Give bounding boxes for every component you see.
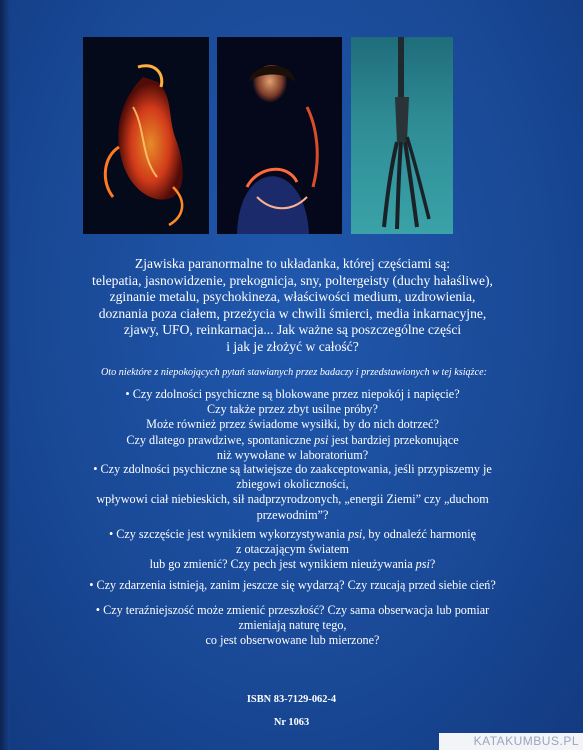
isbn-number: ISBN 83-7129-062-4 <box>246 694 337 705</box>
cover-left-edge <box>0 0 10 750</box>
intro-line: doznania poza ciałem, przeżycia w chwili śmierci, media inkarnacyjne, <box>98 305 487 321</box>
text-run: ? <box>429 557 436 572</box>
photo-person-hands <box>217 37 342 234</box>
question-line: z otaczającym światem <box>235 542 349 557</box>
question-block-2 <box>40 462 545 523</box>
psi-term: psi <box>348 527 363 541</box>
question-line: wpływowi ciał niebieskich, sił nadprzyrodzonych, „energii Ziemi” czy „duchom <box>96 492 489 507</box>
question-line: • Czy zdolności psychiczne są blokowane przez niepokój i napięcie? <box>125 387 460 401</box>
intro-line: telepatia, jasnowidzenie, prekognicja, sny, poltergeisty (duchy hałaśliwe), <box>92 272 493 288</box>
intro-line: i jak je złożyć w całość? <box>226 338 359 354</box>
text-run: , by odnaleźć harmonię <box>362 527 477 541</box>
text-run: lub go zmienić? Czy pech jest wynikiem nieużywania <box>149 557 416 572</box>
intro-line: Zjawiska paranormalne to układanka, której częściami są: <box>134 256 451 271</box>
question-line <box>40 527 545 542</box>
question-line: • Czy teraźniejszość może zmienić przeszłość? Czy sama obserwacja lub pomiar <box>95 603 490 617</box>
intro-line: zginanie metalu, psychokineza, właściwości medium, uzdrowienia, <box>109 289 476 305</box>
question-line: • Czy zdolności psychiczne są łatwiejsze do zaakceptowania, jeśli przypiszemy je <box>93 462 492 476</box>
catalog-number: Nr 1063 <box>273 717 310 728</box>
text-run: Czy dlatego prawdziwe, spontaniczne <box>126 432 315 447</box>
question-line: • Czy zdarzenia istnieją, zanim jeszcze się wydarzą? Czy rzucają przed siebie cień? <box>89 578 496 592</box>
psi-term: psi <box>314 432 329 447</box>
question-line: przewodnim”? <box>256 507 329 522</box>
question-line <box>40 433 545 448</box>
question-block-1 <box>40 387 545 463</box>
question-line: Czy także przez zbyt usilne próby? <box>207 402 378 417</box>
watermark-text: KATAKUMBUS.PL <box>439 733 583 750</box>
intro-line: zjawy, UFO, reinkarnacja... Jak ważne są poszczególne części <box>123 322 462 338</box>
photo-glowing-figure <box>83 37 209 234</box>
intro-paragraph <box>40 256 545 356</box>
question-block-3 <box>40 527 545 573</box>
lead-sentence: Oto niektóre z niepokojących pytań stawianych przez badaczy i przedstawionych w tej książce: <box>100 367 488 378</box>
question-line <box>40 557 545 572</box>
photo-strip <box>83 37 453 234</box>
question-line: niż wywołane w laboratorium? <box>216 447 369 462</box>
question-block-4 <box>40 578 545 593</box>
question-block-5 <box>40 603 545 649</box>
text-run: • Czy szczęście jest wynikiem wykorzystywania <box>108 527 349 541</box>
psi-term: psi <box>415 557 430 572</box>
question-line: co jest obserwowane lub mierzone? <box>205 633 380 648</box>
question-line: zbiegowi okoliczności, <box>236 477 349 492</box>
question-line: Może również przez świadome wysiłki, by do nich dotrzeć? <box>146 417 439 432</box>
question-line: zmieniają naturę tego, <box>238 618 347 633</box>
photo-bent-fork <box>351 37 453 234</box>
text-run: jest bardziej przekonujące <box>328 432 459 447</box>
